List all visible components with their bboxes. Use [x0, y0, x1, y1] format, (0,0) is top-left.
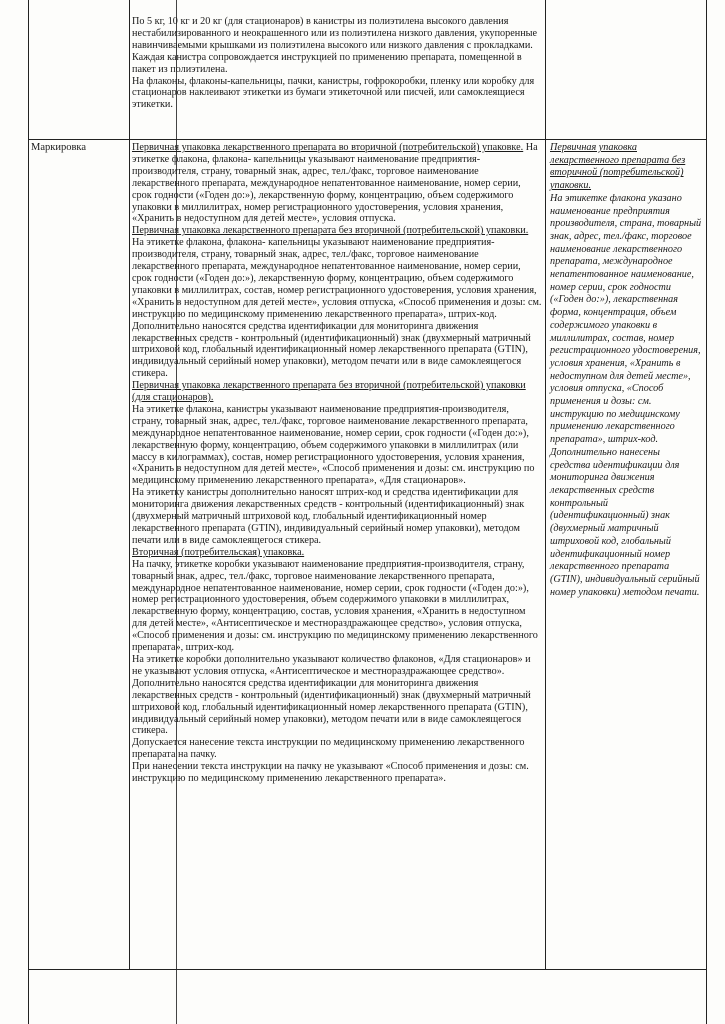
paragraph: Допускается нанесение текста инструкции по медицинскому применению лекарственного препарата на пачку.	[132, 737, 525, 761]
paragraph: На пачку, этикетке коробки указывают наименование предприятия-производителя, страну, товарный знак, адрес, тел./факс, торговое наименование лекарственного препарата, международное непатентованное наименование, номер серии, срок годности («Годен до:»), номер регистрационного удостоверения, объем содержимого упаковки в миллилитрах, лекарственную форму, концентрацию, состав, условия хранения, «Хранить в недоступном для детей месте», «Антисептическое и местнораздражающее средство», условия отпуска, «Способ применения и дозы: см. инструкцию по медицинскому применению лекарственного препарата», штрих-код.	[132, 558, 538, 654]
paragraph: На флаконы, флаконы-капельницы, пачки, канистры, гофрокоробки, пленку или коробку для стационаров наклеивают этикетки из бумаги этикеточной или писчей, или самоклеящиеся этикетки.	[132, 75, 535, 111]
marking-text-cell	[132, 142, 542, 785]
section-heading: Первичная упаковка лекарственного препарата без вторичной (потребительской) упаковки.	[550, 142, 686, 192]
table-col-divider-2	[545, 0, 546, 970]
paragraph: На этикетке флакона указано наименование предприятия производителя, страна, товарный знак, адрес, тел./факс, торговое наименование лекарственного препарата, международное непатентованное наименование, номер серии, срок годности («Годен до:»), лекарственная форма, концентрация, объем содержимого упаковки в миллилитрах, состав, номер регистрационного удостоверения, условия хранения, «Хранить в недоступном для детей месте», условия отпуска, «Способ применения и дозы: см. инструкцию по медицинскому применению лекарственного препарата», штрих-код. Дополнительно нанесены средства идентификации для мониторинга движения лекарственных средств контрольный (идентификационный) знак (двухмерный матричный штриховой код, глобальный идентификационный номер лекарственного препарата (GTIN), индивидуальный серийный номер упаковки) методом печати.	[550, 192, 702, 598]
paragraph: На этикетке флакона, канистры указывают наименование предприятия-производителя, страну, товарный знак, адрес, тел./факс, торговое наименование лекарственного препарата, международное непатентованное наименование, номер серии, срок годности («Годен до:»), лекарственную форму, концентрацию, объем содержимого упаковки в миллилитрах (или массу в килограммах), состав, номер регистрационного удостоверения, условия хранения, «Хранить в недоступном для детей месте», «Способ применения и дозы: см. инструкцию по медицинскому применению лекарственного препарата», «Для стационаров».	[132, 403, 535, 487]
section-heading: Первичная упаковка лекарственного препарата без вторичной (потребительской) упаковки.	[132, 225, 529, 237]
table-right-border	[706, 0, 707, 1024]
row-label-marking: Маркировка	[31, 142, 87, 153]
table-left-border	[28, 0, 29, 1024]
paragraph-text: На этикетке флакона, флакона- капельницы указывают наименование предприятия-производителя, страну, товарный знак, адрес, тел./факс, торговое наименование лекарственного препарата, международное непатентованное наименование, номер серии, срок годности («Годен до:»), лекарственную форму, концентрацию, объем содержимого упаковки в миллилитрах, номер регистрационного удостоверения, условия хранения, «Хранить в недоступном для детей месте», условия отпуска.	[132, 142, 538, 225]
paragraph: На этикетку канистры дополнительно наносят штрих-код и средства идентификации для мониторинга движения лекарственных средств - контрольный (идентификационный) знак (двухмерный матричный штриховой код, глобальный идентификационный номер лекарственного препарата (GTIN), индивидуальный серийный номер упаковки), методом печати или в виде самоклеящегося стикера.	[132, 487, 525, 546]
section-heading: Вторичная (потребительская) упаковка.	[132, 546, 305, 558]
paragraph: При нанесении текста инструкции на пачку не указывают «Способ применения и дозы: см. инструкцию по медицинскому применению лекарственного препарата».	[132, 761, 529, 785]
section-heading: Первичная упаковка лекарственного препарата во вторичной (потребительской) упаковке.	[132, 142, 524, 153]
actual-marking-cell	[550, 142, 702, 599]
paragraph	[132, 142, 542, 225]
paragraph: На этикетке флакона, флакона- капельницы указывают наименование предприятия-производителя, страну, товарный знак, адрес, тел./факс, торговое наименование лекарственного препарата, международное непатентованное наименование, номер серии, срок годности («Годен до:»), лекарственную форму, концентрацию, объем содержимого упаковки в миллилитрах, состав, номер регистрационного удостоверения, условия хранения, «Хранить в недоступном для детей месте», условия отпуска, «Способ применения и дозы: см. инструкцию по медицинскому применению лекарственного препарата», штрих-код.	[132, 237, 542, 320]
paragraph: На этикетке коробки дополнительно указывают количество флаконов, «Для стационаров» и не указывают условия отпуска, «Антисептическое и местнораздражающее средство».	[132, 653, 531, 677]
section-heading: Первичная упаковка лекарственного препарата без вторичной (потребительской) упаковки (для стационаров).	[132, 380, 526, 404]
packaging-text-cell	[132, 16, 542, 111]
table-bottom-border	[28, 969, 707, 970]
table-col-divider-1	[129, 0, 130, 970]
paragraph: Дополнительно наносятся средства идентификации для мониторинга движения лекарственных средств - контрольный (идентификационный) знак (двухмерный матричный штриховой код, глобальный идентификационный номер лекарственного препарата (GTIN), индивидуальный серийный номер упаковки), методом печати или в виде самоклеящегося стикера.	[132, 677, 531, 737]
paragraph: По 5 кг, 10 кг и 20 кг (для стационаров) в канистры из полиэтилена высокого давления нестабилизированного и неокрашенного или из полиэтилена низкого давления, укупоренные навинчиваемыми крышками из полиэтилена высокого или низкого давления с прокладками.	[132, 16, 538, 51]
paragraph: Дополнительно наносятся средства идентификации для мониторинга движения лекарственных средств - контрольный (идентификационный) знак (двухмерный матричный штриховой код, глобальный идентификационный номер лекарственного препарата (GTIN), индивидуальный серийный номер упаковки), методом печати или в виде самоклеящегося стикера.	[132, 320, 531, 380]
paragraph: Каждая канистра сопровождается инструкцией по применению препарата, помещенной в пакет из полиэтилена.	[132, 51, 522, 75]
table-row-divider	[28, 139, 707, 140]
